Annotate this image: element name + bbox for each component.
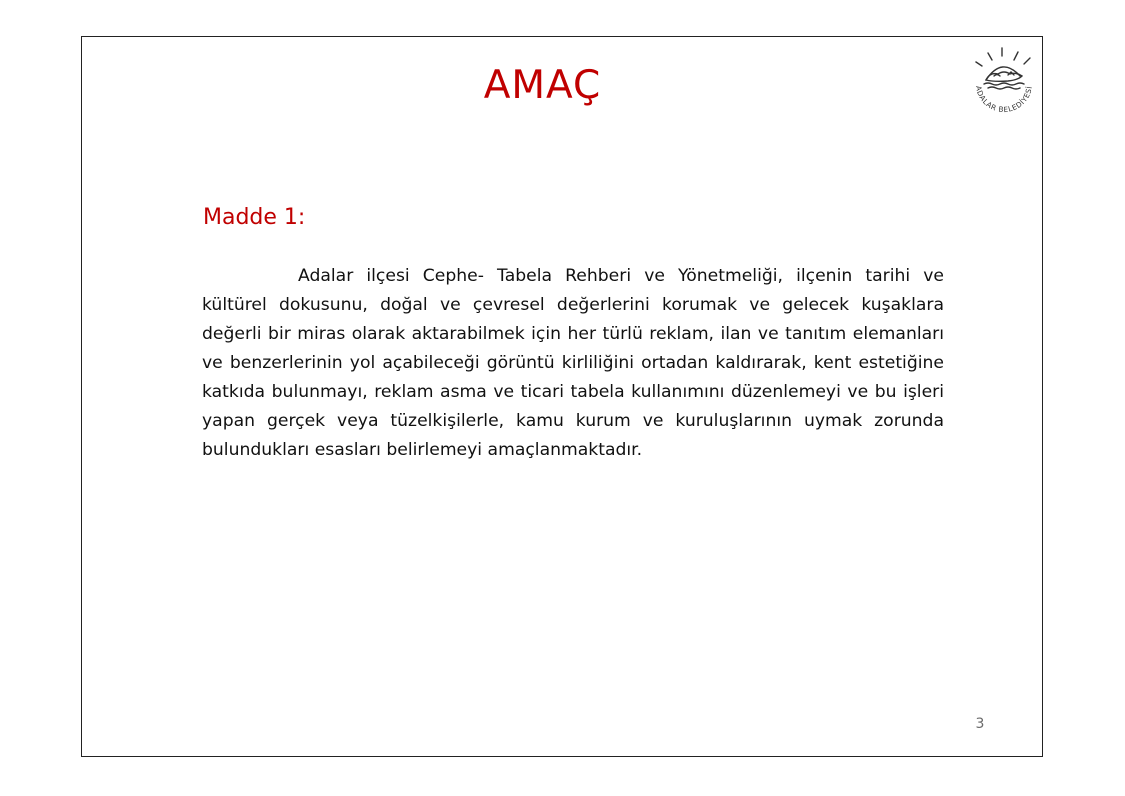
body-paragraph: Adalar ilçesi Cephe- Tabela Rehberi ve Yönetmeliği, ilçenin tarihi ve kültürel dokusunu, doğal ve çevresel değerlerini korumak ve gelecek kuşaklara değerli bir miras olarak aktarabilmek için her türlü reklam, ilan ve tanıtım elemanları ve benzerlerinin yol açabileceği görüntü kirliliğini ortadan kaldırarak, kent estetiğine katkıda bulunmayı, reklam asma ve ticari tabela kullanımını düzenlemeyi ve bu işleri yapan gerçek veya tüzelkişilerle, kamu kurum ve kuruluşlarının uymak zorunda bulundukları esasları belirlemeyi amaçlanmaktadır. (202, 266, 944, 460)
adalar-belediyesi-logo (964, 42, 1044, 122)
slide-title: AMAÇ (483, 63, 602, 108)
page-number: 3 (975, 716, 985, 732)
section-heading: Madde 1: (203, 205, 306, 230)
svg-text:ADALAR BELEDİYESİ: ADALAR BELEDİYESİ (973, 85, 1034, 115)
